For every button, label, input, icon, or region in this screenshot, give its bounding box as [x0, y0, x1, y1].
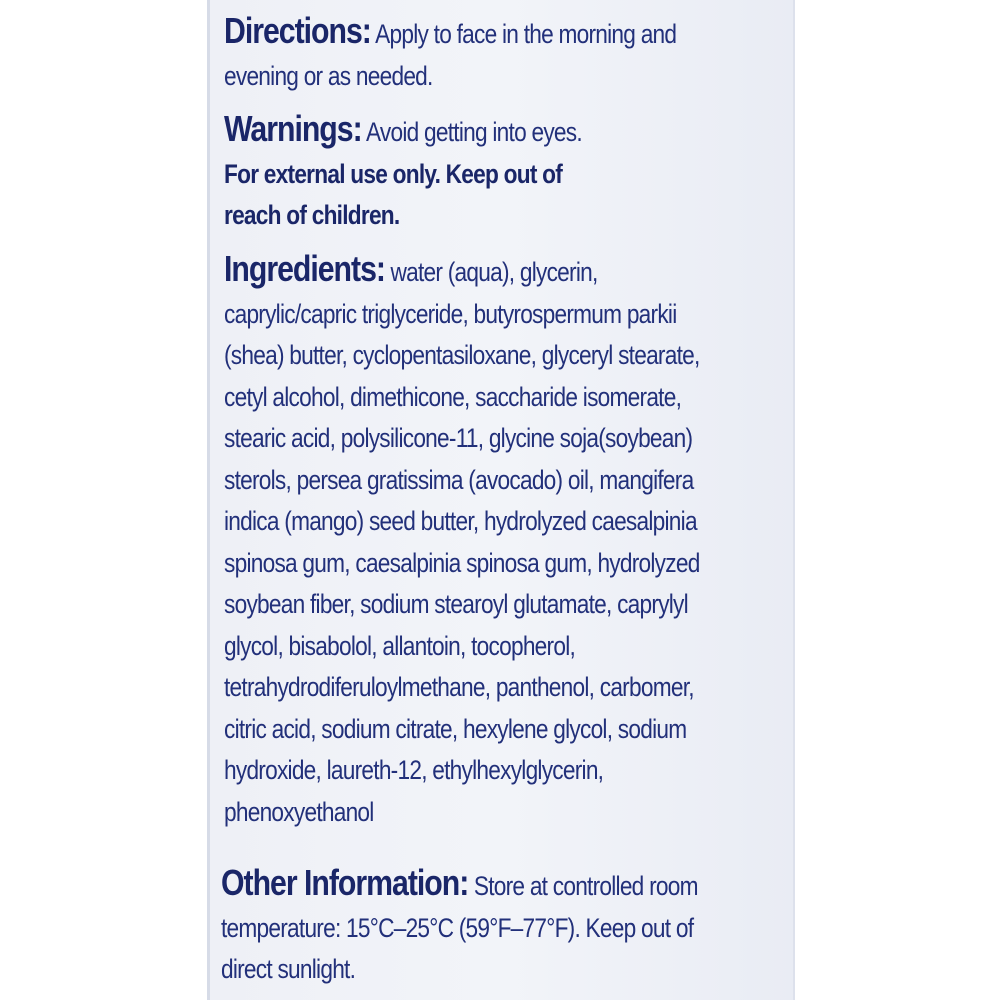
ingredients-line: caprylic/capric triglyceride, butyrospermum parkii: [224, 298, 677, 329]
ingredients-line: soybean fiber, sodium stearoyl glutamate, caprylyl: [224, 589, 688, 619]
ingredients-line: glycol, bisabolol, allantoin, tocopherol,: [224, 630, 576, 661]
other-information-line2: temperature: 15°C–25°C (59°F–77°F). Keep out of: [221, 912, 694, 943]
other-information-line1: Store at controlled room: [473, 871, 698, 901]
directions-text-line2: evening or as needed.: [224, 60, 433, 91]
other-information-section: [221, 862, 901, 991]
other-information-paragraph: [221, 862, 792, 991]
ingredients-line: sterols, persea gratissima (avocado) oil, mangifera: [224, 464, 694, 495]
ingredients-heading: Ingredients:: [224, 248, 385, 289]
other-information-line3: direct sunlight.: [221, 954, 356, 984]
ingredients-line: tetrahydrodiferuloylmethane, panthenol, carbomer,: [224, 672, 694, 702]
ingredients-line: water (aqua), glycerin,: [390, 257, 598, 287]
warnings-section: [224, 108, 890, 237]
ingredients-line: indica (mango) seed butter, hydrolyzed caesalpinia: [224, 506, 697, 536]
panel-left-edge: [207, 0, 210, 1000]
ingredients-line: cetyl alcohol, dimethicone, saccharide isomerate,: [224, 381, 682, 412]
directions-heading: Directions:: [224, 10, 371, 51]
warnings-heading: Warnings:: [224, 108, 362, 149]
directions-text-line1: Apply to face in the morning and: [375, 19, 677, 49]
ingredients-line: (shea) butter, cyclopentasiloxane, glyceryl stearate,: [224, 340, 700, 370]
ingredients-first-line: [224, 248, 783, 294]
ingredients-line: stearic acid, polysilicone-11, glycine soja(soybean): [224, 423, 693, 453]
warnings-text-line1: Avoid getting into eyes.: [365, 117, 582, 147]
ingredients-section: [224, 248, 890, 833]
directions-paragraph: [224, 10, 783, 97]
directions-section: [224, 10, 890, 97]
warnings-paragraph: [224, 108, 783, 237]
ingredients-line: phenoxyethanol: [224, 796, 374, 827]
ingredients-line: citric acid, sodium citrate, hexylene glycol, sodium: [224, 713, 687, 744]
ingredients-line: spinosa gum, caesalpinia spinosa gum, hydrolyzed: [224, 547, 700, 578]
other-information-heading: Other Information:: [221, 862, 469, 903]
warnings-bold-line2: reach of children.: [224, 200, 400, 230]
warnings-bold-line1: For external use only. Keep out of: [224, 158, 563, 189]
ingredients-paragraph: [224, 248, 783, 833]
ingredients-line: hydroxide, laureth-12, ethylhexylglycerin,: [224, 755, 604, 785]
